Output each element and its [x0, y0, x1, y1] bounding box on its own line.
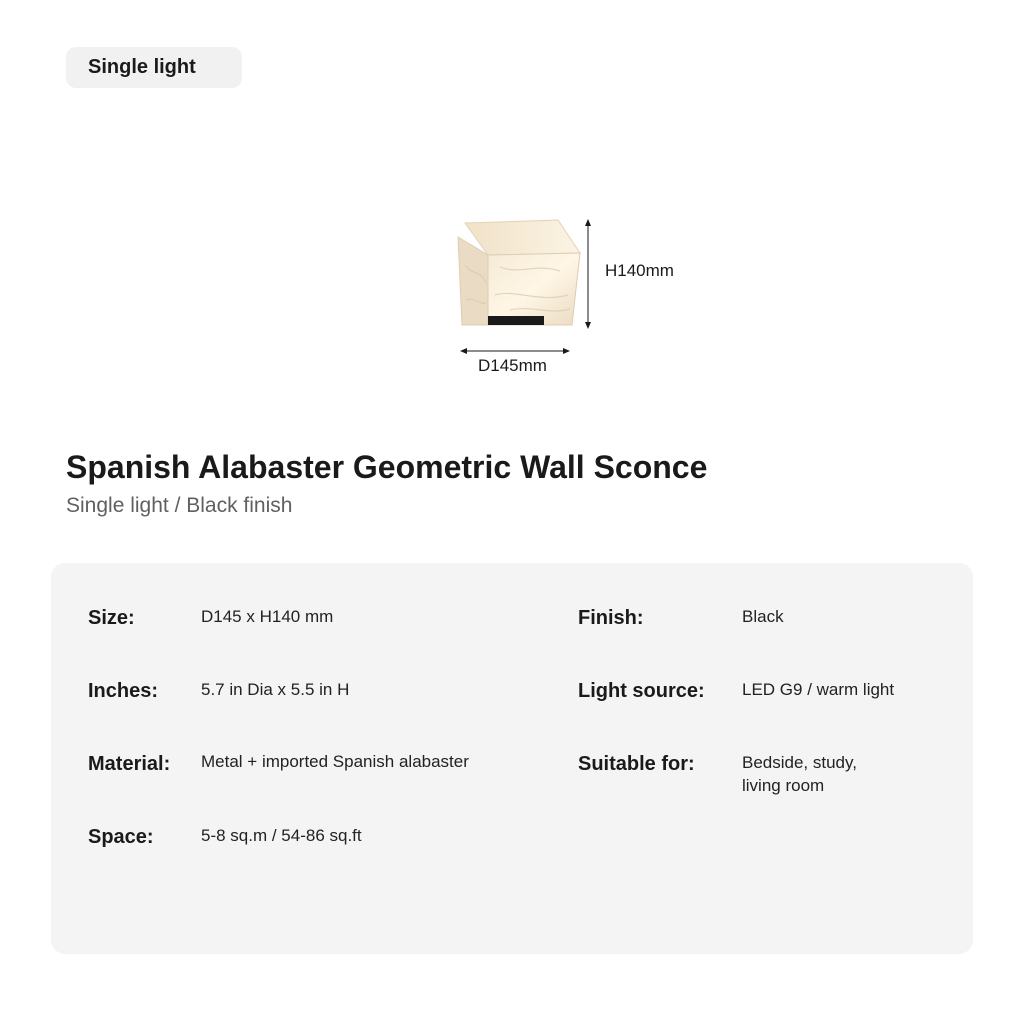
- spec-space-value: 5-8 sq.m / 54-86 sq.ft: [201, 826, 362, 845]
- spec-card: [51, 563, 973, 954]
- height-dimension-arrow: [585, 219, 591, 329]
- spec-suitable-for-value-line2: living room: [742, 776, 825, 795]
- spec-light-source-label: Light source:: [578, 680, 705, 702]
- depth-dimension-arrow: [460, 348, 570, 354]
- spec-size-label: Size:: [88, 607, 135, 629]
- spec-inches-label: Inches:: [88, 680, 159, 702]
- spec-size-value: D145 x H140 mm: [201, 607, 334, 626]
- height-label: H140mm: [605, 261, 674, 280]
- spec-light-source-value: LED G9 / warm light: [742, 680, 895, 699]
- single-light-tag: [66, 47, 242, 88]
- black-metal-base: [488, 316, 544, 325]
- spec-inches-value: 5.7 in Dia x 5.5 in H: [201, 680, 350, 699]
- spec-material-label: Material:: [88, 753, 171, 775]
- spec-suitable-for-value-line1: Bedside, study,: [742, 753, 857, 772]
- product-title: Spanish Alabaster Geometric Wall Sconce: [66, 449, 708, 485]
- product-subtitle: Single light / Black finish: [66, 494, 293, 517]
- depth-label: D145mm: [478, 356, 547, 375]
- spec-finish-label: Finish:: [578, 607, 644, 629]
- spec-space-label: Space:: [88, 826, 154, 848]
- spec-finish-value: Black: [742, 607, 784, 626]
- tag-label: Single light: [88, 56, 196, 78]
- spec-material-value: Metal + imported Spanish alabaster: [201, 752, 469, 771]
- spec-suitable-for-label: Suitable for:: [578, 753, 695, 775]
- sconce-shade: [458, 220, 580, 325]
